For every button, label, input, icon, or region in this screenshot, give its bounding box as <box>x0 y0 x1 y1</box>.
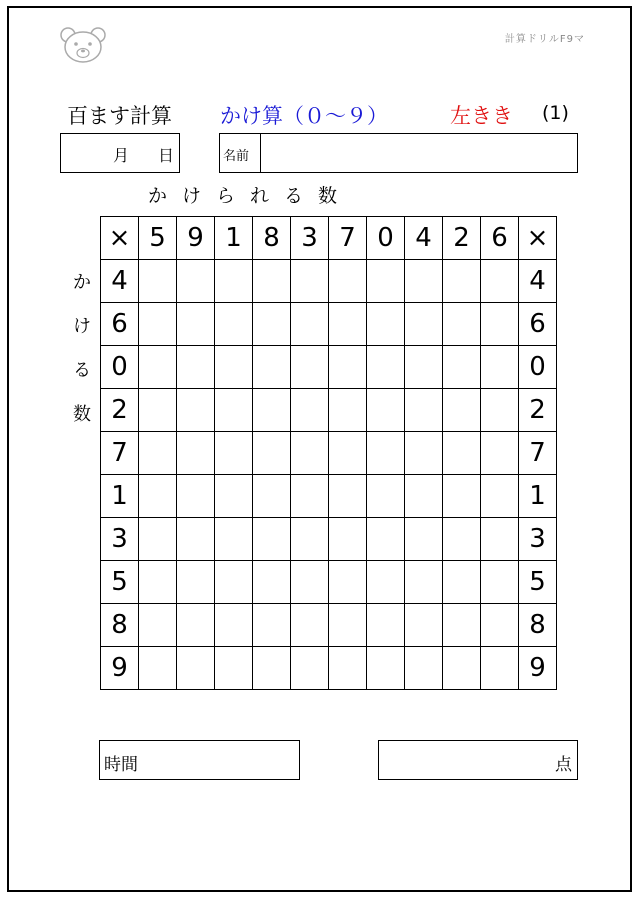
answer-cell[interactable] <box>139 518 177 561</box>
answer-cell[interactable] <box>139 475 177 518</box>
answer-cell[interactable] <box>329 518 367 561</box>
answer-cell[interactable] <box>405 518 443 561</box>
row-header: 3 <box>519 518 557 561</box>
worksheet-title <box>67 100 587 130</box>
answer-cell[interactable] <box>215 303 253 346</box>
answer-cell[interactable] <box>291 561 329 604</box>
answer-cell[interactable] <box>291 647 329 690</box>
answer-cell[interactable] <box>291 432 329 475</box>
grid-row <box>101 604 557 647</box>
column-header: 9 <box>177 217 215 260</box>
answer-cell[interactable] <box>367 604 405 647</box>
row-caption-char: か <box>73 272 91 293</box>
answer-cell[interactable] <box>443 475 481 518</box>
answer-cell[interactable] <box>443 432 481 475</box>
row-header: 8 <box>101 604 139 647</box>
answer-cell[interactable] <box>443 389 481 432</box>
answer-cell[interactable] <box>329 389 367 432</box>
answer-cell[interactable] <box>177 475 215 518</box>
answer-cell[interactable] <box>291 346 329 389</box>
answer-cell[interactable] <box>329 260 367 303</box>
answer-cell[interactable] <box>443 346 481 389</box>
answer-cell[interactable] <box>329 647 367 690</box>
answer-cell[interactable] <box>481 518 519 561</box>
row-header: 2 <box>101 389 139 432</box>
answer-cell[interactable] <box>253 389 291 432</box>
answer-cell[interactable] <box>481 303 519 346</box>
answer-cell[interactable] <box>253 647 291 690</box>
answer-cell[interactable] <box>481 647 519 690</box>
answer-cell[interactable] <box>443 561 481 604</box>
bear-face-icon <box>58 26 108 64</box>
column-header: 5 <box>139 217 177 260</box>
answer-cell[interactable] <box>139 303 177 346</box>
answer-cell[interactable] <box>405 303 443 346</box>
row-header: 0 <box>101 346 139 389</box>
answer-cell[interactable] <box>139 260 177 303</box>
grid-row <box>101 260 557 303</box>
answer-cell[interactable] <box>139 647 177 690</box>
grid-row <box>101 303 557 346</box>
answer-cell[interactable] <box>253 475 291 518</box>
score-field[interactable] <box>378 740 578 780</box>
grid-row <box>101 432 557 475</box>
answer-cell[interactable] <box>215 475 253 518</box>
answer-cell[interactable] <box>139 604 177 647</box>
answer-cell[interactable] <box>443 518 481 561</box>
answer-cell[interactable] <box>329 561 367 604</box>
answer-cell[interactable] <box>215 432 253 475</box>
answer-cell[interactable] <box>253 303 291 346</box>
row-header: 4 <box>519 260 557 303</box>
answer-cell[interactable] <box>443 604 481 647</box>
row-header: 3 <box>101 518 139 561</box>
time-field[interactable] <box>99 740 300 780</box>
column-caption: かけられる数 <box>148 185 353 207</box>
answer-cell[interactable] <box>215 346 253 389</box>
answer-cell[interactable] <box>481 346 519 389</box>
answer-cell[interactable] <box>177 647 215 690</box>
answer-cell[interactable] <box>367 260 405 303</box>
answer-cell[interactable] <box>177 260 215 303</box>
name-field[interactable] <box>219 133 578 173</box>
column-header: 6 <box>481 217 519 260</box>
answer-cell[interactable] <box>177 389 215 432</box>
answer-cell[interactable] <box>177 518 215 561</box>
row-header: 5 <box>101 561 139 604</box>
answer-cell[interactable] <box>215 561 253 604</box>
time-label: 時間 <box>104 755 138 775</box>
answer-cell[interactable] <box>291 260 329 303</box>
grid-row <box>101 647 557 690</box>
grid-row <box>101 561 557 604</box>
row-caption-char: 数 <box>73 404 91 425</box>
answer-cell[interactable] <box>329 475 367 518</box>
answer-cell[interactable] <box>367 475 405 518</box>
title-operation: かけ算（０～９） <box>220 104 388 128</box>
answer-cell[interactable] <box>139 432 177 475</box>
name-divider <box>260 134 261 172</box>
row-caption-char: る <box>73 360 91 381</box>
title-hand: 左きき <box>450 104 513 128</box>
answer-cell[interactable] <box>253 518 291 561</box>
answer-cell[interactable] <box>367 647 405 690</box>
answer-cell[interactable] <box>405 260 443 303</box>
row-header: 5 <box>519 561 557 604</box>
column-header: 0 <box>367 217 405 260</box>
answer-cell[interactable] <box>291 604 329 647</box>
answer-cell[interactable] <box>367 432 405 475</box>
answer-cell[interactable] <box>177 346 215 389</box>
column-header: 3 <box>291 217 329 260</box>
answer-cell[interactable] <box>443 260 481 303</box>
answer-cell[interactable] <box>367 303 405 346</box>
answer-cell[interactable] <box>215 260 253 303</box>
month-label: 月 <box>113 146 130 165</box>
answer-cell[interactable] <box>405 475 443 518</box>
answer-cell[interactable] <box>329 346 367 389</box>
column-header: 2 <box>443 217 481 260</box>
answer-cell[interactable] <box>177 604 215 647</box>
answer-cell[interactable] <box>215 389 253 432</box>
answer-cell[interactable] <box>481 561 519 604</box>
answer-cell[interactable] <box>177 561 215 604</box>
row-header: 7 <box>519 432 557 475</box>
answer-cell[interactable] <box>291 475 329 518</box>
answer-cell[interactable] <box>481 389 519 432</box>
row-header: 4 <box>101 260 139 303</box>
answer-cell[interactable] <box>367 346 405 389</box>
answer-cell[interactable] <box>291 518 329 561</box>
answer-cell[interactable] <box>215 647 253 690</box>
title-number: (1) <box>542 102 569 124</box>
score-label: 点 <box>555 755 572 775</box>
date-field[interactable] <box>60 133 180 173</box>
answer-cell[interactable] <box>291 303 329 346</box>
answer-cell[interactable] <box>443 647 481 690</box>
worksheet-code: 計算ドリルF9マ <box>504 34 585 45</box>
operator-cell: × <box>519 217 557 260</box>
row-header: 0 <box>519 346 557 389</box>
row-header: 1 <box>101 475 139 518</box>
day-label: 日 <box>158 146 175 165</box>
answer-cell[interactable] <box>481 604 519 647</box>
answer-cell[interactable] <box>367 561 405 604</box>
title-main: 百ます計算 <box>67 104 172 128</box>
row-header: 9 <box>519 647 557 690</box>
answer-cell[interactable] <box>481 432 519 475</box>
grid-row <box>101 346 557 389</box>
answer-cell[interactable] <box>367 389 405 432</box>
answer-cell[interactable] <box>253 604 291 647</box>
answer-cell[interactable] <box>405 647 443 690</box>
answer-cell[interactable] <box>405 346 443 389</box>
answer-cell[interactable] <box>481 475 519 518</box>
column-header: 1 <box>215 217 253 260</box>
answer-cell[interactable] <box>253 346 291 389</box>
answer-cell[interactable] <box>405 389 443 432</box>
answer-cell[interactable] <box>253 561 291 604</box>
answer-cell[interactable] <box>481 260 519 303</box>
answer-cell[interactable] <box>253 432 291 475</box>
column-header: 8 <box>253 217 291 260</box>
answer-cell[interactable] <box>177 303 215 346</box>
column-header: 4 <box>405 217 443 260</box>
grid-header-row <box>101 217 557 260</box>
answer-cell[interactable] <box>177 432 215 475</box>
row-header: 9 <box>101 647 139 690</box>
row-caption-char: け <box>73 316 91 337</box>
answer-cell[interactable] <box>405 432 443 475</box>
answer-cell[interactable] <box>405 604 443 647</box>
answer-cell[interactable] <box>253 260 291 303</box>
row-header: 6 <box>519 303 557 346</box>
answer-cell[interactable] <box>443 303 481 346</box>
column-header: 7 <box>329 217 367 260</box>
operator-cell: × <box>101 217 139 260</box>
hundred-cell-grid <box>100 216 557 690</box>
answer-cell[interactable] <box>329 604 367 647</box>
answer-cell[interactable] <box>329 303 367 346</box>
grid-row <box>101 475 557 518</box>
answer-cell[interactable] <box>367 518 405 561</box>
answer-cell[interactable] <box>329 432 367 475</box>
row-header: 6 <box>101 303 139 346</box>
row-header: 8 <box>519 604 557 647</box>
answer-cell[interactable] <box>405 561 443 604</box>
row-header: 2 <box>519 389 557 432</box>
grid-row <box>101 389 557 432</box>
answer-cell[interactable] <box>215 518 253 561</box>
grid-row <box>101 518 557 561</box>
answer-cell[interactable] <box>291 389 329 432</box>
answer-cell[interactable] <box>215 604 253 647</box>
row-caption <box>70 268 94 444</box>
answer-cell[interactable] <box>139 561 177 604</box>
row-header: 1 <box>519 475 557 518</box>
answer-cell[interactable] <box>139 346 177 389</box>
row-header: 7 <box>101 432 139 475</box>
name-label: 名前 <box>223 149 250 164</box>
answer-cell[interactable] <box>139 389 177 432</box>
